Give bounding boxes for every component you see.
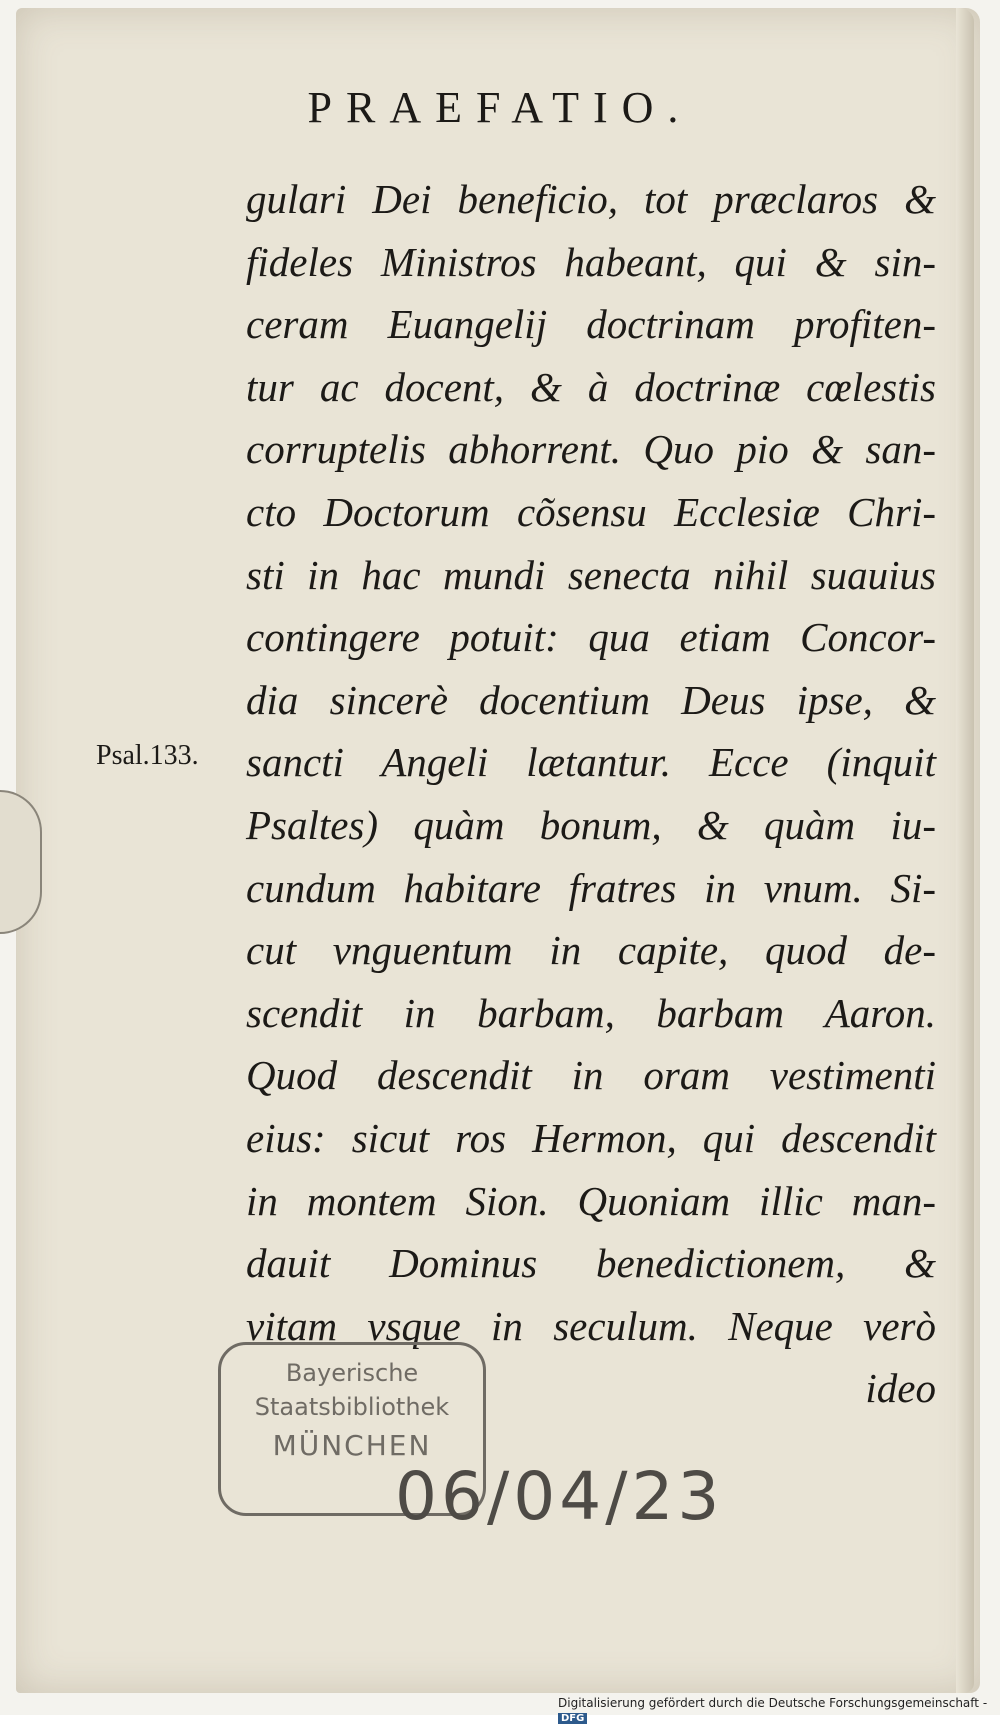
- text-line: scendit in barbam, barbam Aaron.: [246, 989, 936, 1036]
- catchword: ideo: [865, 1365, 936, 1412]
- text-line: dauit Dominus benedictionem, &: [246, 1240, 936, 1287]
- text-line: ceram Euangelij doctrinam profiten-: [246, 301, 936, 348]
- marginal-note: Psal.133.: [96, 740, 199, 771]
- body-text: [246, 168, 936, 1420]
- text-line: eius: sicut ros Hermon, qui descendit: [246, 1114, 936, 1161]
- page-header: PRAEFATIO.: [307, 83, 693, 132]
- text-line: dia sincerè docentium Deus ipse, &: [246, 676, 936, 723]
- text-line: cundum habitare fratres in vnum. Si-: [246, 864, 936, 911]
- text-line: fideles Ministros habeant, qui & sin-: [246, 238, 936, 285]
- handwritten-note: 06/04/23: [395, 1458, 724, 1535]
- page-fold: [0, 790, 42, 934]
- text-line: vitam vsque in seculum. Neque verò: [246, 1302, 936, 1349]
- text-line: in montem Sion. Quoniam illic man-: [246, 1177, 936, 1224]
- digitization-footer: [558, 1696, 1000, 1724]
- text-line: tur ac docent, & à doctrinæ cœlestis: [246, 363, 936, 410]
- stamp-line: MÜNCHEN: [272, 1429, 432, 1462]
- text-line: cto Doctorum cõsensu Ecclesiæ Chri-: [246, 488, 936, 535]
- text-line: cut vnguentum in capite, quod de-: [246, 927, 936, 974]
- dfg-logo: DFG: [558, 1713, 587, 1724]
- text-line: corruptelis abhorrent. Quo pio & san-: [246, 426, 936, 473]
- text-line: Quod descendit in oram vestimenti: [246, 1052, 936, 1099]
- text-line: Psaltes) quàm bonum, & quàm iu-: [246, 801, 936, 848]
- text-line: gulari Dei beneficio, tot præclaros &: [246, 176, 936, 222]
- page-edge: [956, 8, 974, 1693]
- text-line: sancti Angeli lætantur. Ecce (inquit: [246, 739, 936, 786]
- text-line: sti in hac mundi senecta nihil suauius: [246, 551, 936, 598]
- footer-text: Digitalisierung gefördert durch die Deutsche Forschungsgemeinschaft -: [558, 1696, 988, 1710]
- stamp-line: Staatsbibliothek: [254, 1393, 450, 1421]
- stamp-line: Bayerische: [285, 1359, 419, 1387]
- text-line: contingere potuit: qua etiam Concor-: [246, 614, 936, 661]
